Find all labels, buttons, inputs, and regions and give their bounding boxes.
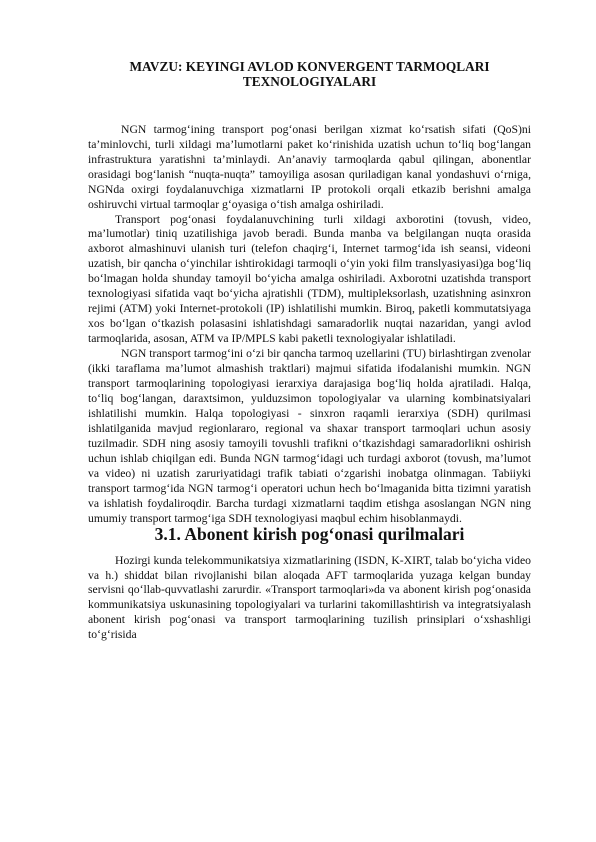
document-body [88,59,531,643]
paragraph-3: NGN transport tarmog‘ini o‘zi bir qancha tarmoq uzellarini (TU) birlashtirgan zvenolar (ikki taraflama ma’lumot almashish traktlari) majmui sifatida ifodalanishi mumkin. NGN transport tarmoqlarining topologiyasi ierarxiya darajasiga bog‘liq holda ajratiladi. Halqa, to‘liq bog‘langan, daraxtsimon, yulduzsimon topologiyalar va ularning kombinatsiyalari ishlatilishi mumkin. Halqa topologiyasi - sinxron raqamli ierarxiya (SDH) qurilmasi ishlatilganida mavjud regionlararo, regional va shaxar transport tarmoqlari uchun asosiy tuzilmadir. SDH ning asosiy tamoyili tovushli trafikni o‘tkazishdagi samaradorlikni oshirish uchun ishlab chiqilgan edi. Bunda NGN tarmog‘idagi uch turdagi axborot (tovush, ma’lumot va video) ni uzatish zaruriyatidagi trafik tabiati o‘zgarishi inobatga olinmagan. Tabiiyki transport tarmog‘ida NGN tarmog‘i operatori uchun hech bo‘lmaganida bitta tizimni yaratish va ishlatish foydaliroqdir. Barcha turdagi xizmatlarni taqdim etishga asoslangan NGN ning umumiy transport tarmog‘iga SDH texnologiyasi maqbul echim hisoblanmaydi. [88,347,531,525]
section-heading: 3.1. Abonent kirish pog‘onasi qurilmalari [154,523,465,544]
paragraph-1: NGN tarmog‘ining transport pog‘onasi berilgan xizmat ko‘rsatish sifati (QoS)ni ta’minlovchi, turli xildagi ma’lumotlarni paket ko‘rinishida uzatish uchun to‘liq bog‘langan infrastruktura yaratishni ta’minlaydi. An’anaviy tarmoqlarda qabul qilingan, abonentlar orasidagi bog‘lanish “nuqta-nuqta” tamoyiliga asosan quriladigan kanal yondashuvi o‘rniga, NGNda oxirgi foydalanuvchiga xizmatlarni IP protokoli orqali etkazib berishni amalga oshiruvchi virtual tarmoqlar g‘oyasiga o‘tish amalga oshiriladi. [88,122,531,211]
paragraph-2: Transport pog‘onasi foydalanuvchining turli xildagi axborotini (tovush, video, ma’lumotlar) tiniq uzatilishiga javob beradi. Bunda manba va belgilangan nuqta orasida axborot almashinuvi ulanish turi (telefon chaqirg‘i, Internet tarmog‘ida ish seansi, videoni uzatish, bir qancha o‘yinchilar ishtirokidagi tarmoqli o‘yin yoki film translyasiyasi)ga bog‘liq bo‘lmagan holda shunday tamoyil bo‘yicha amalga oshiriladi. Axborotni uzatishda transport texnologiyasi sifatida vaqt bo‘yicha ajratishli (TDM), multipleksorlash, uzatishning asinxron rejimi (ATM) yoki Internet-protokoli (IP) ishlatilishi mumkin. Biroq, paketli kommutatsiyaga xos bo‘lgan o‘tkazish polasasini ishlatishdagi samaradorlik nuqtai nazaridan, yangi avlod tarmoqlarida, asosan, ATM va IP/MPLS kabi paketli texnologiyalar ishlatiladi. [88,212,531,346]
title-spacer [88,90,531,123]
document-title: MAVZU: KEYINGI AVLOD KONVERGENT TARMOQLARI TEXNOLOGIYALARI [129,59,490,90]
section-paragraph-1: Hozirgi kunda telekommunikatsiya xizmatlarining (ISDN, K-XIRT, talab bo‘yicha video va h.) shiddat bilan rivojlanishi bilan aloqada AFT tarmoqlarida yuzaga kelgan bunday servisni qo‘llab-quvvatlashi zarurdir. «Transport tarmoqlari»da va abonent kirish pog‘onasida kommunikatsiya uskunasining topologiyalari va turlarini takomillashtirish va integratsiyalash abonent kirish pog‘onasi va transport tarmoqlarining tuzilish prinsiplari o‘xshashligi to‘g‘risida [88,553,531,642]
